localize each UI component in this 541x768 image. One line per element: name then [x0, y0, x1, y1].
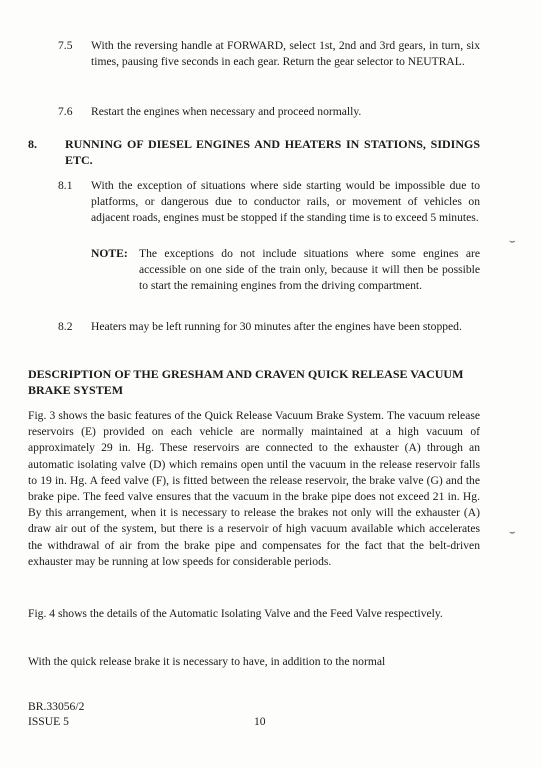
note-text: The exceptions do not include situations where some engines are accessible on one side of the train only, because it will then be possible to start the remaining engines from the driving compartment. — [139, 247, 480, 293]
item-text: Restart the engines when necessary and proceed normally. — [91, 105, 362, 118]
item-number: 8.2 — [58, 320, 73, 333]
body-paragraph: With the quick release brake it is necessary to have, in addition to the normal — [28, 655, 386, 668]
section-number: 8. — [28, 137, 37, 151]
description-title: DESCRIPTION OF THE GRESHAM AND CRAVEN QUICK RELEASE VACUUM BRAKE SYSTEM — [28, 367, 464, 398]
note-label: NOTE: — [91, 247, 128, 260]
item-text: With the exception of situations where side starting would be impossible due to platforms, or dangerous due to conductor rails, or movement of vehicles on adjacent roads, engines must be stopped if the standing time is to exceed 5 minutes. — [91, 179, 480, 225]
scan-mark: ⌣ — [509, 527, 516, 538]
body-paragraph: Fig. 3 shows the basic features of the Quick Release Vacuum Brake System. The vacuum release reservoirs (E) provided on each vehicle are normally maintained at a high vacuum of approximately 29 in. Hg. These reservoirs are connected to the exhauster (A) through an automatic isolating valve (D) which remains open until the vacuum in the release reservoir falls to 19 in. Hg. A feed valve (F), is fitted between the release reservoir, the brake valve (G) and the brake pipe. The feed valve ensures that the vacuum in the brake pipe does not exceed 21 in. Hg. By this arrangement, when it is necessary to release the brakes not only will the exhauster (A) draw air out of the system, but there is a reservoir of high vacuum available which accelerates the withdrawal of air from the brake pipe and compensates for the fact that the belt-driven exhauster may be running at low speeds for considerable periods. — [28, 409, 480, 568]
item-number: 8.1 — [58, 179, 73, 192]
scan-mark: ⌣ — [509, 236, 516, 247]
item-number: 7.5 — [58, 39, 73, 52]
issue-number: ISSUE 5 — [28, 715, 69, 728]
item-text: Heaters may be left running for 30 minutes after the engines have been stopped. — [91, 320, 462, 333]
item-text: With the reversing handle at FORWARD, select 1st, 2nd and 3rd gears, in turn, six times, pausing five seconds in each gear. Return the gear selector to NEUTRAL. — [91, 39, 480, 69]
document-reference: BR.33056/2 — [28, 700, 85, 713]
section-title: RUNNING OF DIESEL ENGINES AND HEATERS IN STATIONS, SIDINGS ETC. — [65, 137, 480, 168]
body-paragraph: Fig. 4 shows the details of the Automatic Isolating Valve and the Feed Valve respectively. — [28, 607, 443, 620]
page-number: 10 — [254, 715, 266, 728]
item-number: 7.6 — [58, 105, 73, 118]
